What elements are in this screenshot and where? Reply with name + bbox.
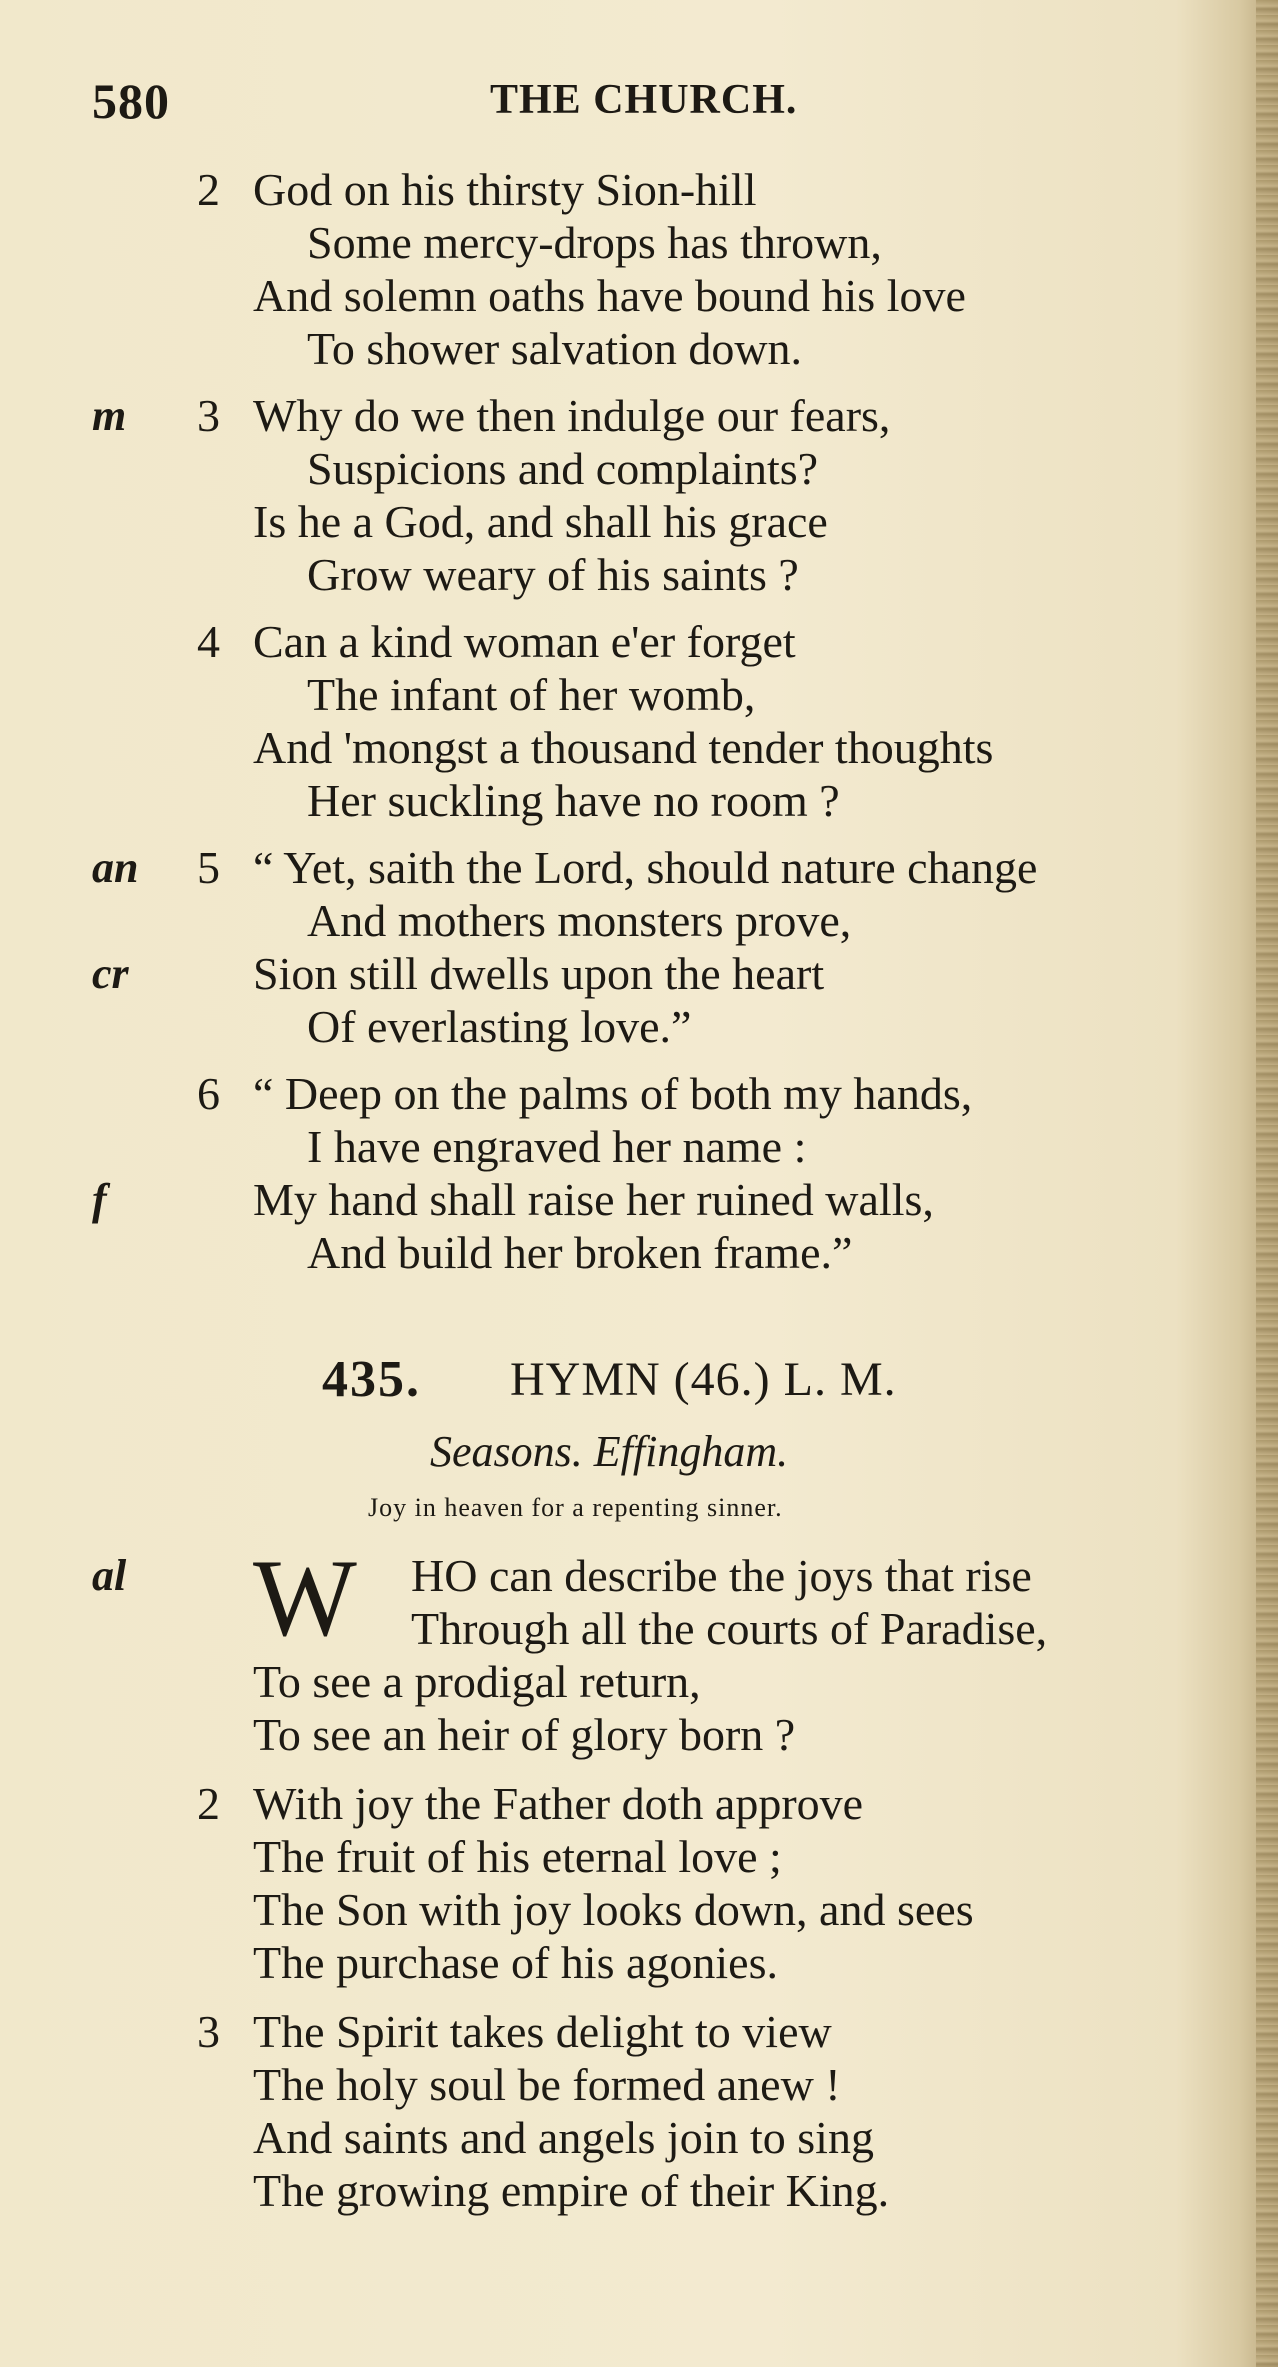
verse-line (0, 1654, 1278, 1710)
verse-line (0, 1225, 1278, 1281)
verse-text: The purchase of his agonies. (253, 1937, 779, 1988)
verse-number: 3 (197, 2006, 220, 2057)
verse-text: To shower salvation down. (307, 323, 803, 374)
verse-text: Can a kind woman e'er forget (253, 616, 796, 667)
drop-cap: W (253, 1537, 357, 1659)
verse-text: The infant of her womb, (307, 669, 756, 720)
running-title: THE CHURCH. (490, 77, 798, 123)
tune-names: Seasons. Effingham. (430, 1427, 789, 1476)
verse-line (0, 494, 1278, 550)
verse-text: The fruit of his eternal love ; (253, 1831, 782, 1882)
verse-text: Why do we then indulge our fears, (253, 390, 891, 441)
verse-line (0, 1776, 1278, 1832)
verse-text: The growing empire of their King. (253, 2165, 890, 2216)
verse-text: And saints and angels join to sing (253, 2112, 874, 2163)
verse-line (0, 720, 1278, 776)
verse-text: The holy soul be formed anew ! (253, 2059, 841, 2110)
verse-line (0, 1829, 1278, 1885)
verse-line (0, 1172, 1278, 1228)
verse-number: 4 (197, 616, 220, 667)
verse-text: Through all the courts of Paradise, (411, 1603, 1048, 1654)
verse-line (0, 321, 1278, 377)
verse-line (0, 2110, 1278, 2166)
verse-text: My hand shall raise her ruined walls, (253, 1174, 934, 1225)
verse-text: And solemn oaths have bound his love (253, 270, 966, 321)
hymn-title (0, 1352, 1278, 1408)
verse-line (0, 1548, 1278, 1604)
verse-text: Of everlasting love.” (307, 1001, 692, 1052)
verse-text: I have engraved her name : (307, 1121, 807, 1172)
dynamic-mark: cr (92, 949, 129, 998)
verse-line (0, 999, 1278, 1055)
page-header (0, 72, 1278, 132)
verse-line (0, 667, 1278, 723)
verse-text: Some mercy-drops has thrown, (307, 217, 882, 268)
verse-text: And build her broken frame.” (307, 1227, 853, 1278)
verse-text: The Son with joy looks down, and sees (253, 1884, 974, 1935)
verse-line (0, 1882, 1278, 1938)
verse-line (0, 1935, 1278, 1991)
subject-text: Joy in heaven for a repenting sinner. (368, 1493, 783, 1522)
verse-line (0, 162, 1278, 218)
verse-line (0, 614, 1278, 670)
verse-text: Sion still dwells upon the heart (253, 948, 825, 999)
verse-text: Grow weary of his saints ? (307, 549, 799, 600)
verse-text: And mothers monsters prove, (307, 895, 852, 946)
verse-number: 2 (197, 1778, 220, 1829)
dynamic-mark: an (92, 843, 139, 892)
dynamic-mark: f (92, 1175, 107, 1224)
page-number: 580 (92, 73, 170, 129)
verse-text: “ Yet, saith the Lord, should nature change (253, 842, 1038, 893)
verse-line (0, 2004, 1278, 2060)
verse-number: 6 (197, 1068, 220, 1119)
verse-line (0, 441, 1278, 497)
verse-text: And 'mongst a thousand tender thoughts (253, 722, 994, 773)
verse-line (0, 840, 1278, 896)
verse-text: “ Deep on the palms of both my hands, (253, 1068, 973, 1119)
verse-text: To see a prodigal return, (253, 1656, 701, 1707)
verse-text: Is he a God, and shall his grace (253, 496, 828, 547)
verse-text: God on his thirsty Sion-hill (253, 164, 757, 215)
verse-text: To see an heir of glory born ? (253, 1709, 796, 1760)
verse-line (0, 1119, 1278, 1175)
hymn-heading: HYMN (46.) L. M. (510, 1353, 897, 1406)
hymn-number: 435. (322, 1351, 421, 1408)
verse-line (0, 388, 1278, 444)
verse-text: Her suckling have no room ? (307, 775, 840, 826)
verse-number: 2 (197, 164, 220, 215)
verse-line (0, 893, 1278, 949)
verse-line (0, 268, 1278, 324)
dynamic-mark: m (92, 391, 127, 440)
verse-line (0, 773, 1278, 829)
dynamic-mark-al: al (92, 1551, 127, 1600)
verse-line (0, 1066, 1278, 1122)
verse-text: Suspicions and complaints? (307, 443, 819, 494)
verse-number: 5 (197, 842, 220, 893)
verse-text: With joy the Father doth approve (253, 1778, 864, 1829)
verse-text: The Spirit takes delight to view (253, 2006, 832, 2057)
verse-line (0, 2163, 1278, 2219)
verse-number: 3 (197, 390, 220, 441)
verse-line (0, 215, 1278, 271)
verse-line (0, 1601, 1278, 1657)
verse-line (0, 2057, 1278, 2113)
verse-line (0, 946, 1278, 1002)
verse-line (0, 547, 1278, 603)
verse-line (0, 1707, 1278, 1763)
verse-text: HO can describe the joys that rise (411, 1550, 1032, 1601)
